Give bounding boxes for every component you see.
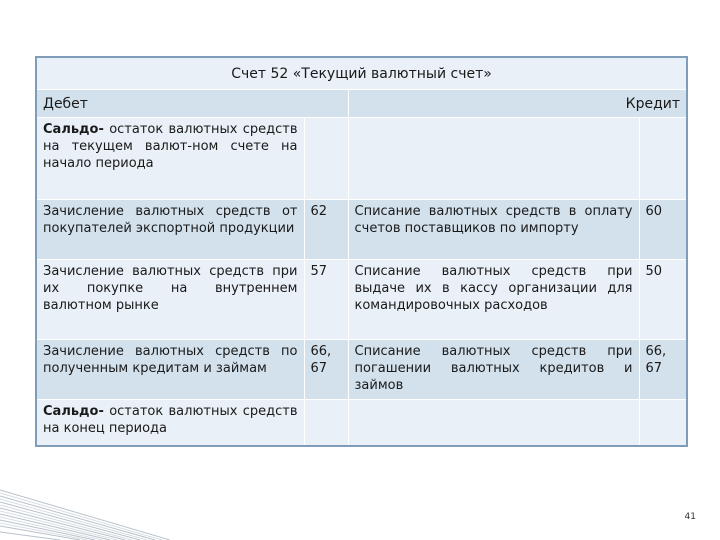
empty-cell	[639, 400, 687, 446]
credit-account: 66, 67	[639, 340, 687, 400]
table-row	[36, 260, 687, 340]
empty-cell	[304, 400, 348, 446]
debit-account: 66, 67	[304, 340, 348, 400]
debit-operation: Зачисление валютных средств по полученным кредитам и займам	[36, 340, 304, 400]
credit-header: Кредит	[348, 90, 687, 118]
opening-balance-label: Сальдо-	[43, 122, 104, 137]
closing-balance-label: Сальдо-	[43, 404, 104, 419]
credit-operation: Списание валютных средств в оплату счетов поставщиков по импорту	[348, 200, 639, 260]
page-number: 41	[684, 512, 696, 522]
table-row	[36, 200, 687, 260]
credit-account: 50	[639, 260, 687, 340]
decorative-stripes	[0, 450, 170, 540]
debit-account: 57	[304, 260, 348, 340]
debit-operation: Зачисление валютных средств при их покупке на внутреннем валютном рынке	[36, 260, 304, 340]
credit-account: 60	[639, 200, 687, 260]
empty-cell	[639, 118, 687, 200]
empty-cell	[348, 118, 639, 200]
table-row	[36, 340, 687, 400]
closing-balance-text: остаток валютных средств на конец периода	[43, 404, 298, 436]
closing-balance-cell	[36, 400, 304, 446]
debit-header: Дебет	[36, 90, 348, 118]
credit-operation: Списание валютных средств при погашении валютных кредитов и займов	[348, 340, 639, 400]
opening-balance-text: остаток валютных средств на текущем валют-ном счете на начало периода	[43, 122, 298, 171]
debit-account: 62	[304, 200, 348, 260]
account-52-table	[35, 56, 688, 447]
empty-cell	[348, 400, 639, 446]
table-title: Счет 52 «Текущий валютный счет»	[36, 57, 687, 90]
opening-balance-cell	[36, 118, 304, 200]
empty-cell	[304, 118, 348, 200]
debit-operation: Зачисление валютных средств от покупателей экспортной продукции	[36, 200, 304, 260]
credit-operation: Списание валютных средств при выдаче их в кассу организации для командировочных расходов	[348, 260, 639, 340]
